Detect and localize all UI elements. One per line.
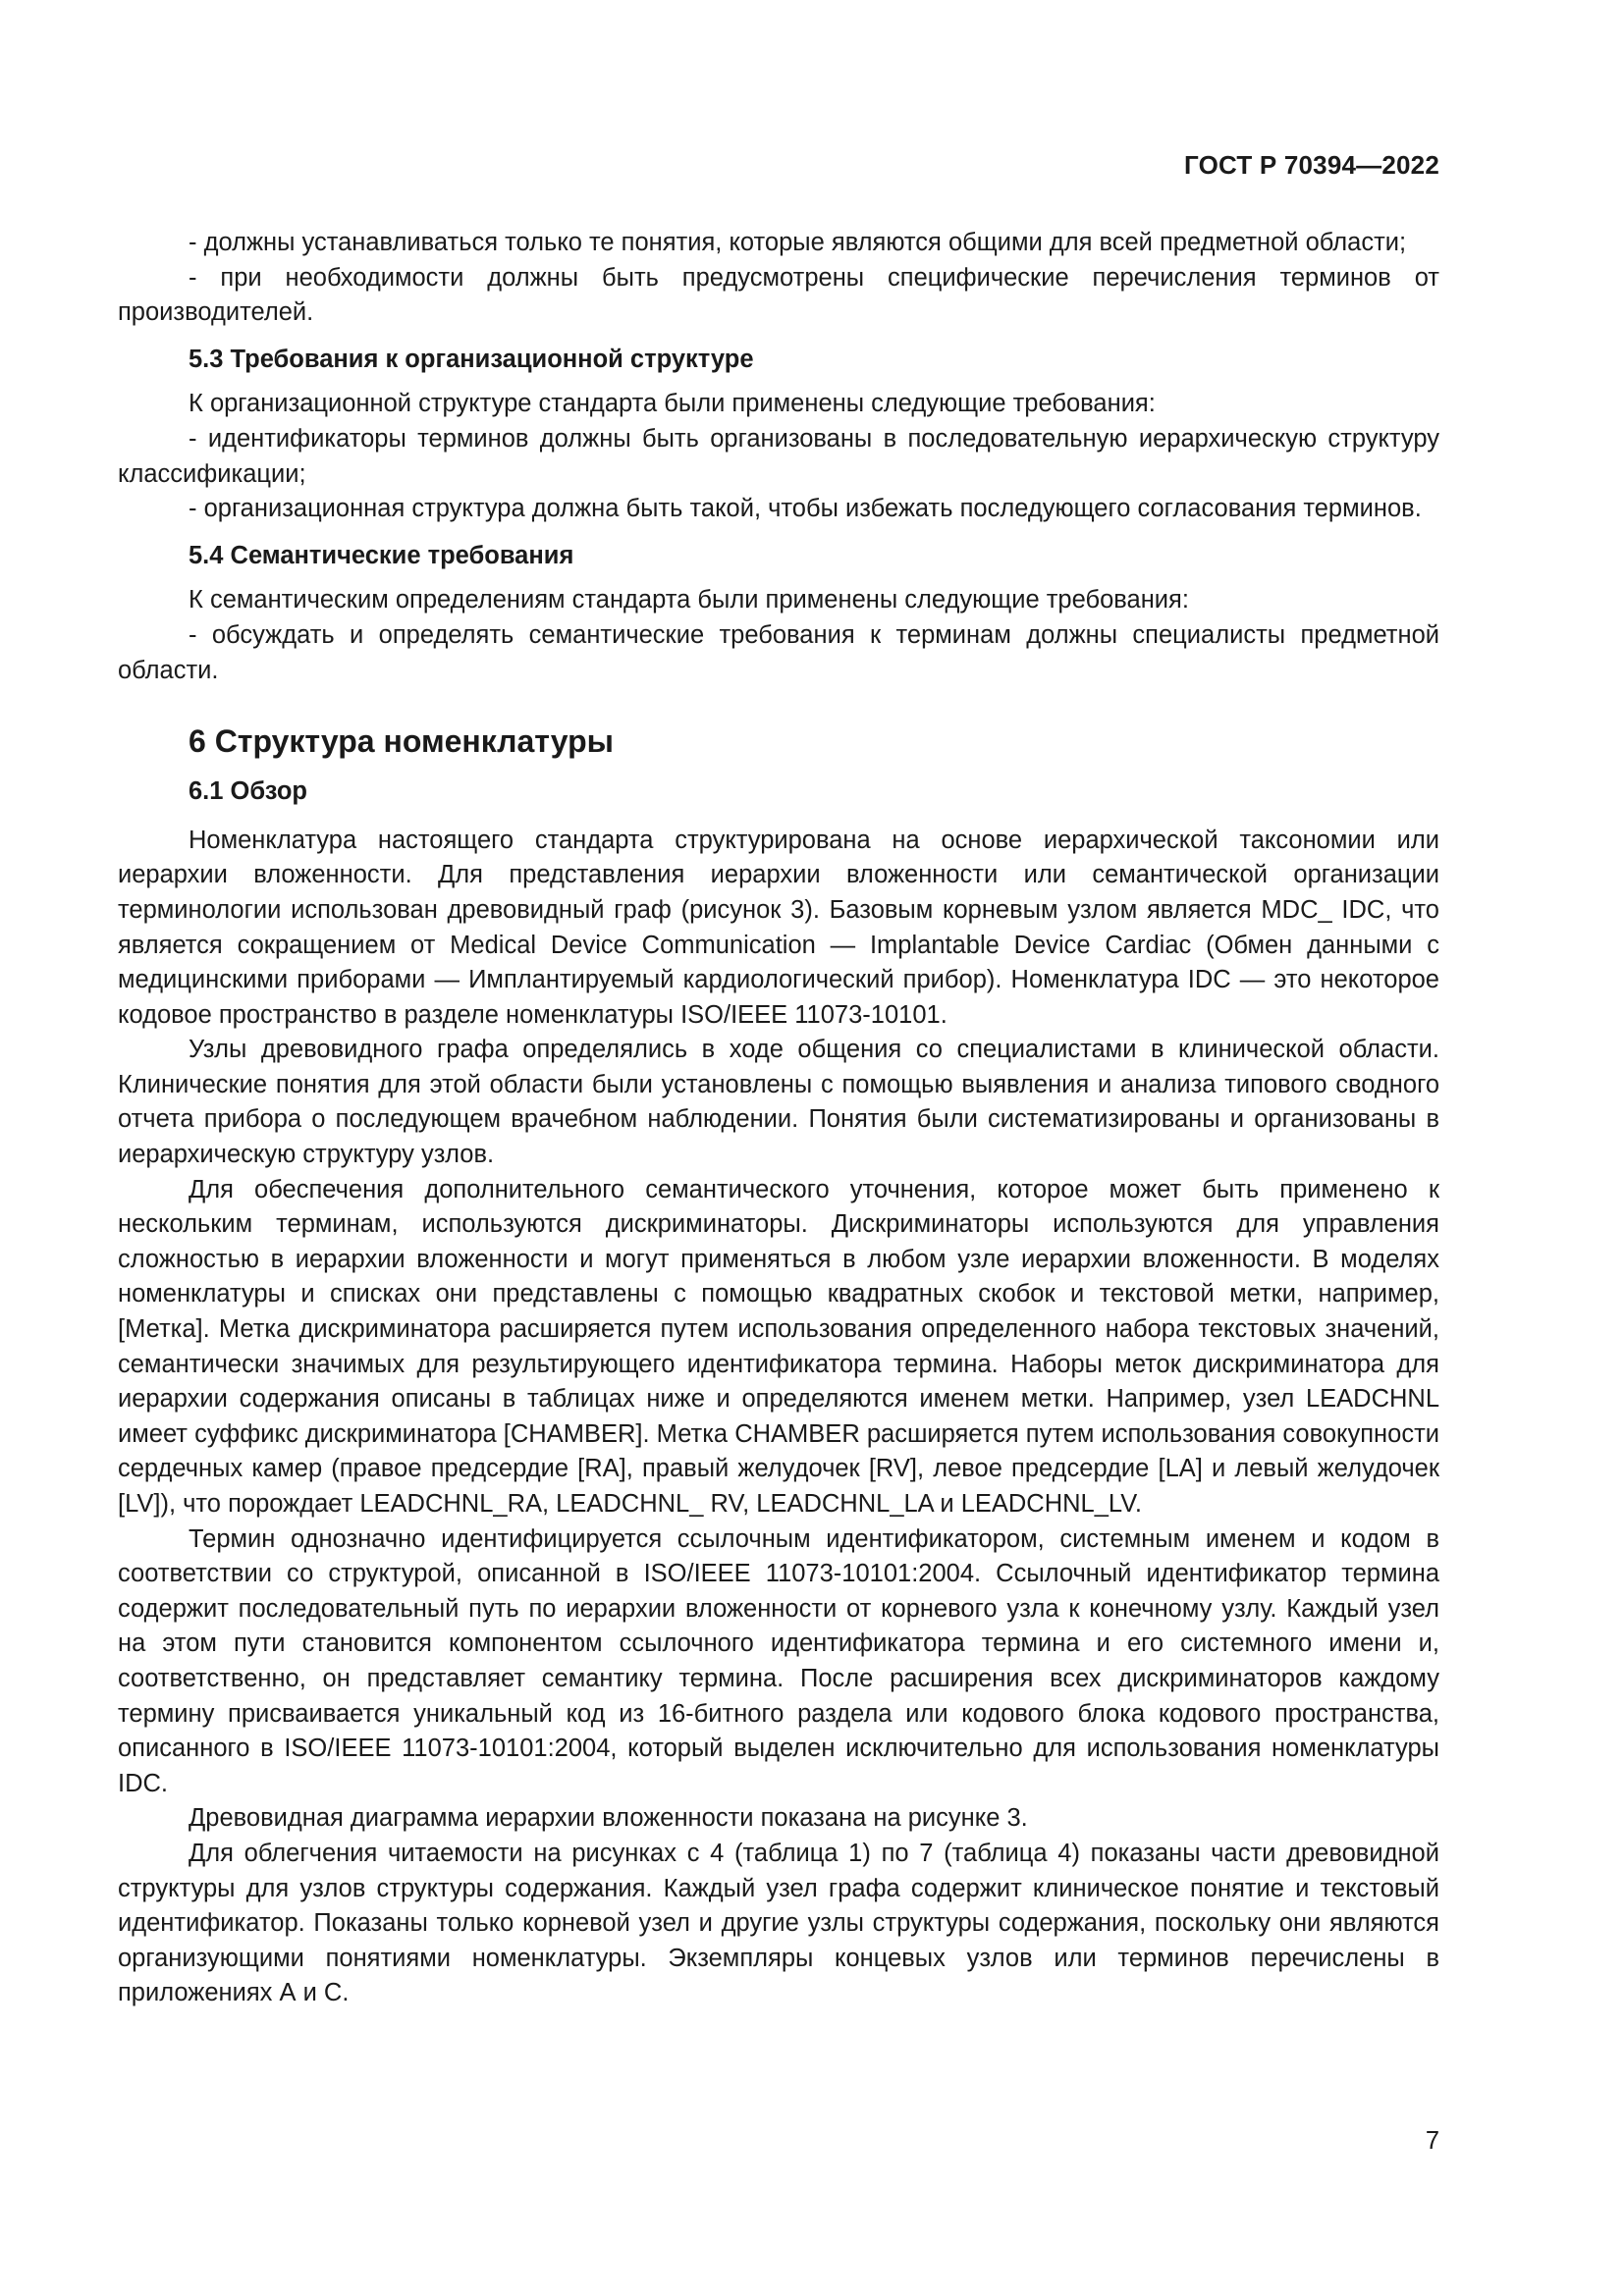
paragraph: - обсуждать и определять семантические требования к терминам должны специалисты предметной области. — [118, 620, 1439, 684]
paragraph: Для облегчения читаемости на рисунках с 4 (таблица 1) по 7 (таблица 4) показаны части древовидной структуры для узлов структуры содержания. Каждый узел графа содержит клиническое понятие и текстовый идентификатор. Показаны только корневой узел и другие узлы структуры содержания, поскольку они являются организующими понятиями номенклатуры. Экземпляры концевых узлов или терминов перечислены в приложениях А и С. — [118, 1839, 1439, 2007]
chapter-heading-6: 6 Структура номенклатуры — [189, 723, 614, 760]
paragraph: - при необходимости должны быть предусмотрены специфические перечисления терминов от производителей. — [118, 263, 1439, 327]
paragraph: Термин однозначно идентифицируется ссылочным идентификатором, системным именем и кодом в соответствии со структурой, описанной в ISO/IEEE 11073-10101:2004. Ссылочный идентификатор термина содержит последовательный путь по иерархии вложенности от корневого узла к конечному узлу. Каждый узел на этом пути становится компонентом ссылочного идентификатора термина и его системного имени и, соответственно, он представляет семантику термина. После расширения всех дискриминаторов каждому термину присваивается уникальный код из 16-битного раздела или кодового блока кодового пространства, описанного в ISO/IEEE 11073-10101:2004, который выделен исключительно для использования номенклатуры IDC. — [118, 1524, 1439, 1797]
section-heading-6-1: 6.1 Обзор — [189, 777, 307, 806]
section-heading-5-3: 5.3 Требования к организационной структуре — [189, 345, 754, 373]
document-id-header: ГОСТ Р 70394—2022 — [1184, 150, 1439, 180]
paragraph: - должны устанавливаться только те понятия, которые являются общими для всей предметной области; — [189, 229, 1407, 256]
paragraph: Номенклатура настоящего стандарта структурирована на основе иерархической таксономии или иерархии вложенности. Для представления иерархии вложенности или семантической организации терминологии использован древовидный граф (рисунок 3). Базовым корневым узлом является MDC_ IDC, что является сокращением от Medical Device Communication — Implantable Device Cardiac (Обмен данными с медицинскими приборами — Имплантируемый кардиологический прибор). Номенклатура IDC — это некоторое кодовое пространство в разделе номенклатуры ISO/IEEE 11073-10101. — [118, 826, 1439, 1029]
paragraph: Узлы древовидного графа определялись в ходе общения со специалистами в клинической области. Клинические понятия для этой области были установлены с помощью выявления и анализа типового сводного отчета прибора о последующем врачебном наблюдении. Понятия были систематизированы и организованы в иерархическую структуру узлов. — [118, 1036, 1439, 1169]
paragraph: - организационная структура должна быть такой, чтобы избежать последующего согласования терминов. — [189, 495, 1422, 523]
paragraph: К организационной структуре стандарта были применены следующие требования: — [189, 390, 1156, 418]
paragraph: Древовидная диаграмма иерархии вложенности показана на рисунке 3. — [189, 1804, 1028, 1833]
section-heading-5-4: 5.4 Семантические требования — [189, 541, 574, 569]
document-body — [118, 226, 1439, 2011]
paragraph: К семантическим определениям стандарта были применены следующие требования: — [189, 586, 1189, 614]
paragraph: - идентификаторы терминов должны быть организованы в последовательную иерархическую структуру классификации; — [118, 424, 1439, 488]
page-number: 7 — [1425, 2127, 1439, 2155]
paragraph: Для обеспечения дополнительного семантического уточнения, которое может быть применено к нескольким терминам, используются дискриминаторы. Дискриминаторы используются для управления сложностью в иерархии вложенности и могут применяться в любом узле иерархии вложенности. В моделях номенклатуры и списках они представлены с помощью квадратных скобок и текстовой метки, например, [Метка]. Метка дискриминатора расширяется путем использования определенного набора текстовых значений, семантически значимых для результирующего идентификатора термина. Наборы меток дискриминатора для иерархии содержания описаны в таблицах ниже и определяются именем метки. Например, узел LEADCHNL имеет суффикс дискриминатора [CHAMBER]. Метка CHAMBER расширяется путем использования совокупности сердечных камер (правое предсердие [RA], правый желудочек [RV], левое предсердие [LA] и левый желудочек [LV]), что порождает LEADCHNL_RA, LEADCHNL_ RV, LEADCHNL_LA и LEADCHNL_LV. — [118, 1175, 1439, 1518]
